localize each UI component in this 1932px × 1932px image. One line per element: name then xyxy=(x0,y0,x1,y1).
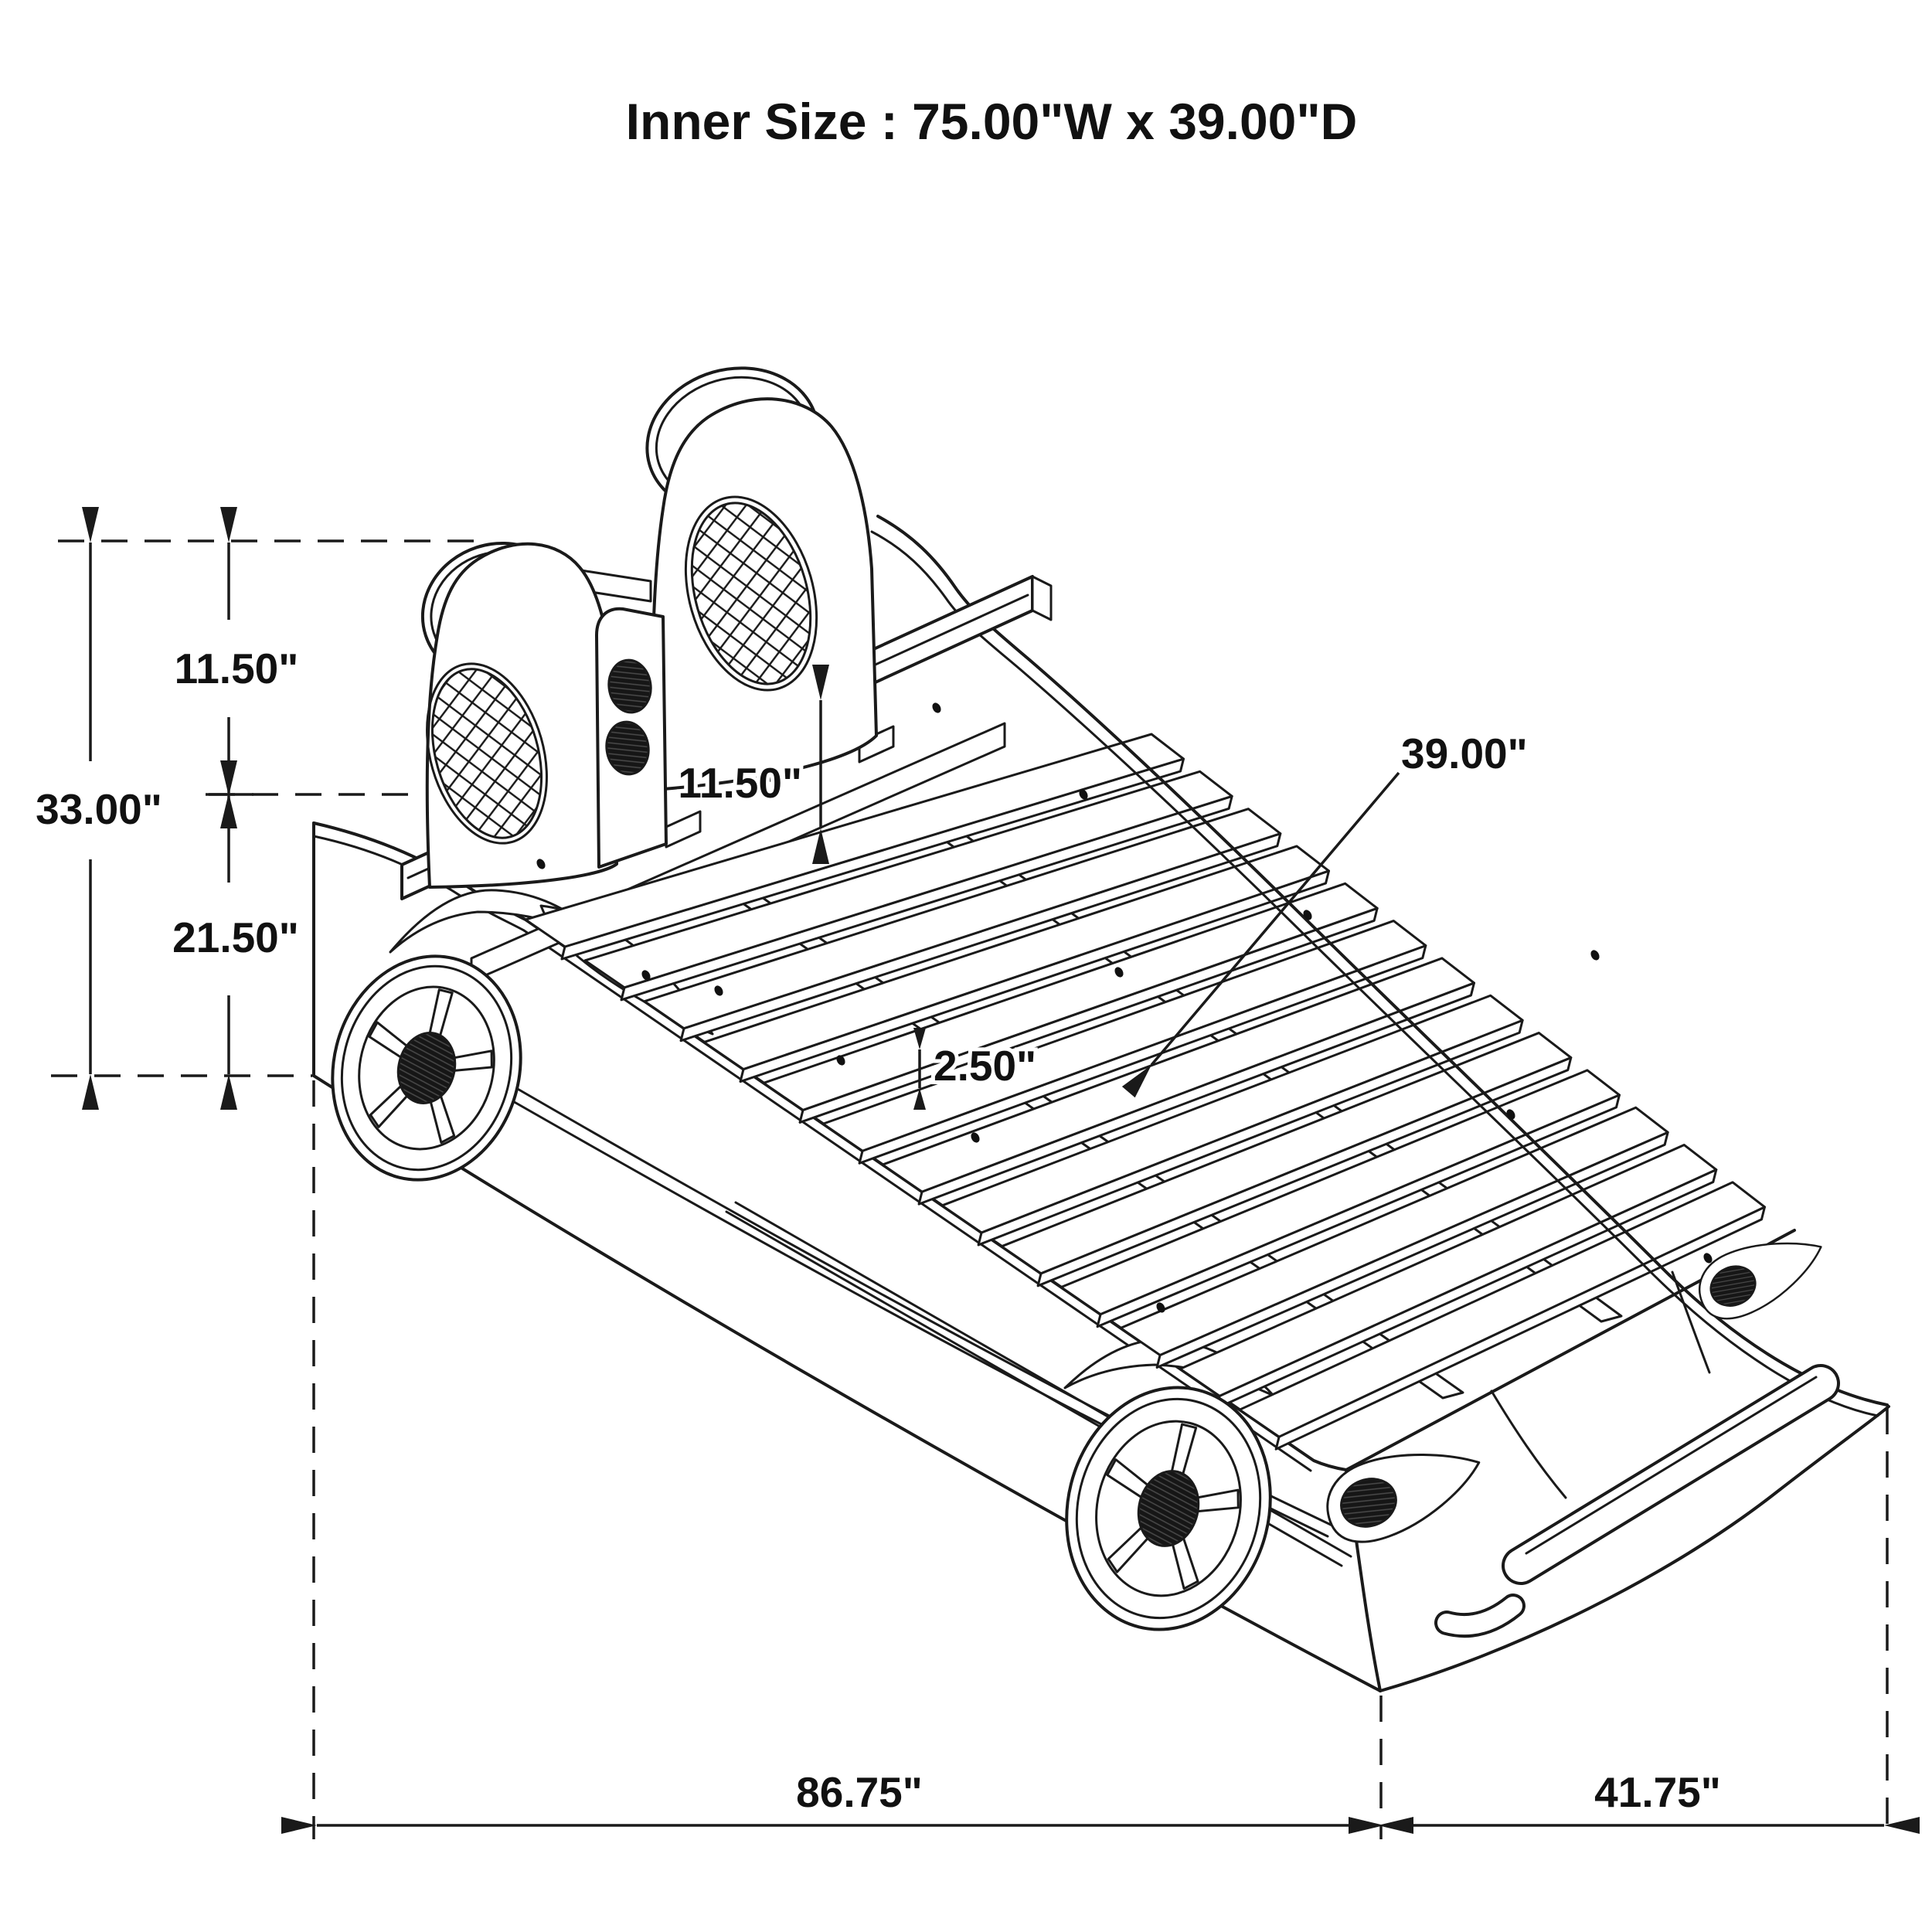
screw-hole xyxy=(930,701,943,714)
bumper-slot xyxy=(1521,1377,1821,1566)
headlight-left xyxy=(1315,1426,1492,1553)
bumper-vent xyxy=(1447,1606,1513,1625)
screw-hole xyxy=(1589,948,1601,961)
right-seat xyxy=(630,349,876,790)
bumper-seam-left xyxy=(1492,1391,1566,1498)
dimension-overall-height xyxy=(36,543,162,1074)
left-seat xyxy=(405,524,617,887)
front-section-label: 41.75" xyxy=(1594,1768,1721,1816)
dimension-upper-height xyxy=(175,543,299,794)
drawing-title: Inner Size : 75.00"W x 39.00"D xyxy=(625,93,1358,150)
dimension-front-section xyxy=(1384,1768,1884,1825)
rear-wheel xyxy=(309,936,544,1199)
headboard xyxy=(405,349,876,887)
headboard-panel-label: 11.50" xyxy=(678,759,802,807)
car-bed xyxy=(309,349,1889,1691)
upper-height-label: 11.50" xyxy=(174,645,299,692)
mattress-width-label: 39.00" xyxy=(1401,730,1528,777)
dimension-lower-height xyxy=(172,796,299,1074)
dimension-slat-thickness xyxy=(920,1042,1036,1090)
center-console xyxy=(597,609,666,867)
main-length-label: 86.75" xyxy=(796,1768,923,1816)
overall-height-label: 33.00" xyxy=(36,785,162,833)
mattress-slats xyxy=(526,734,1764,1449)
lower-height-label: 21.50" xyxy=(172,913,299,961)
slat-thickness-label: 2.50" xyxy=(934,1042,1037,1090)
dimension-main-length xyxy=(317,1768,1378,1825)
